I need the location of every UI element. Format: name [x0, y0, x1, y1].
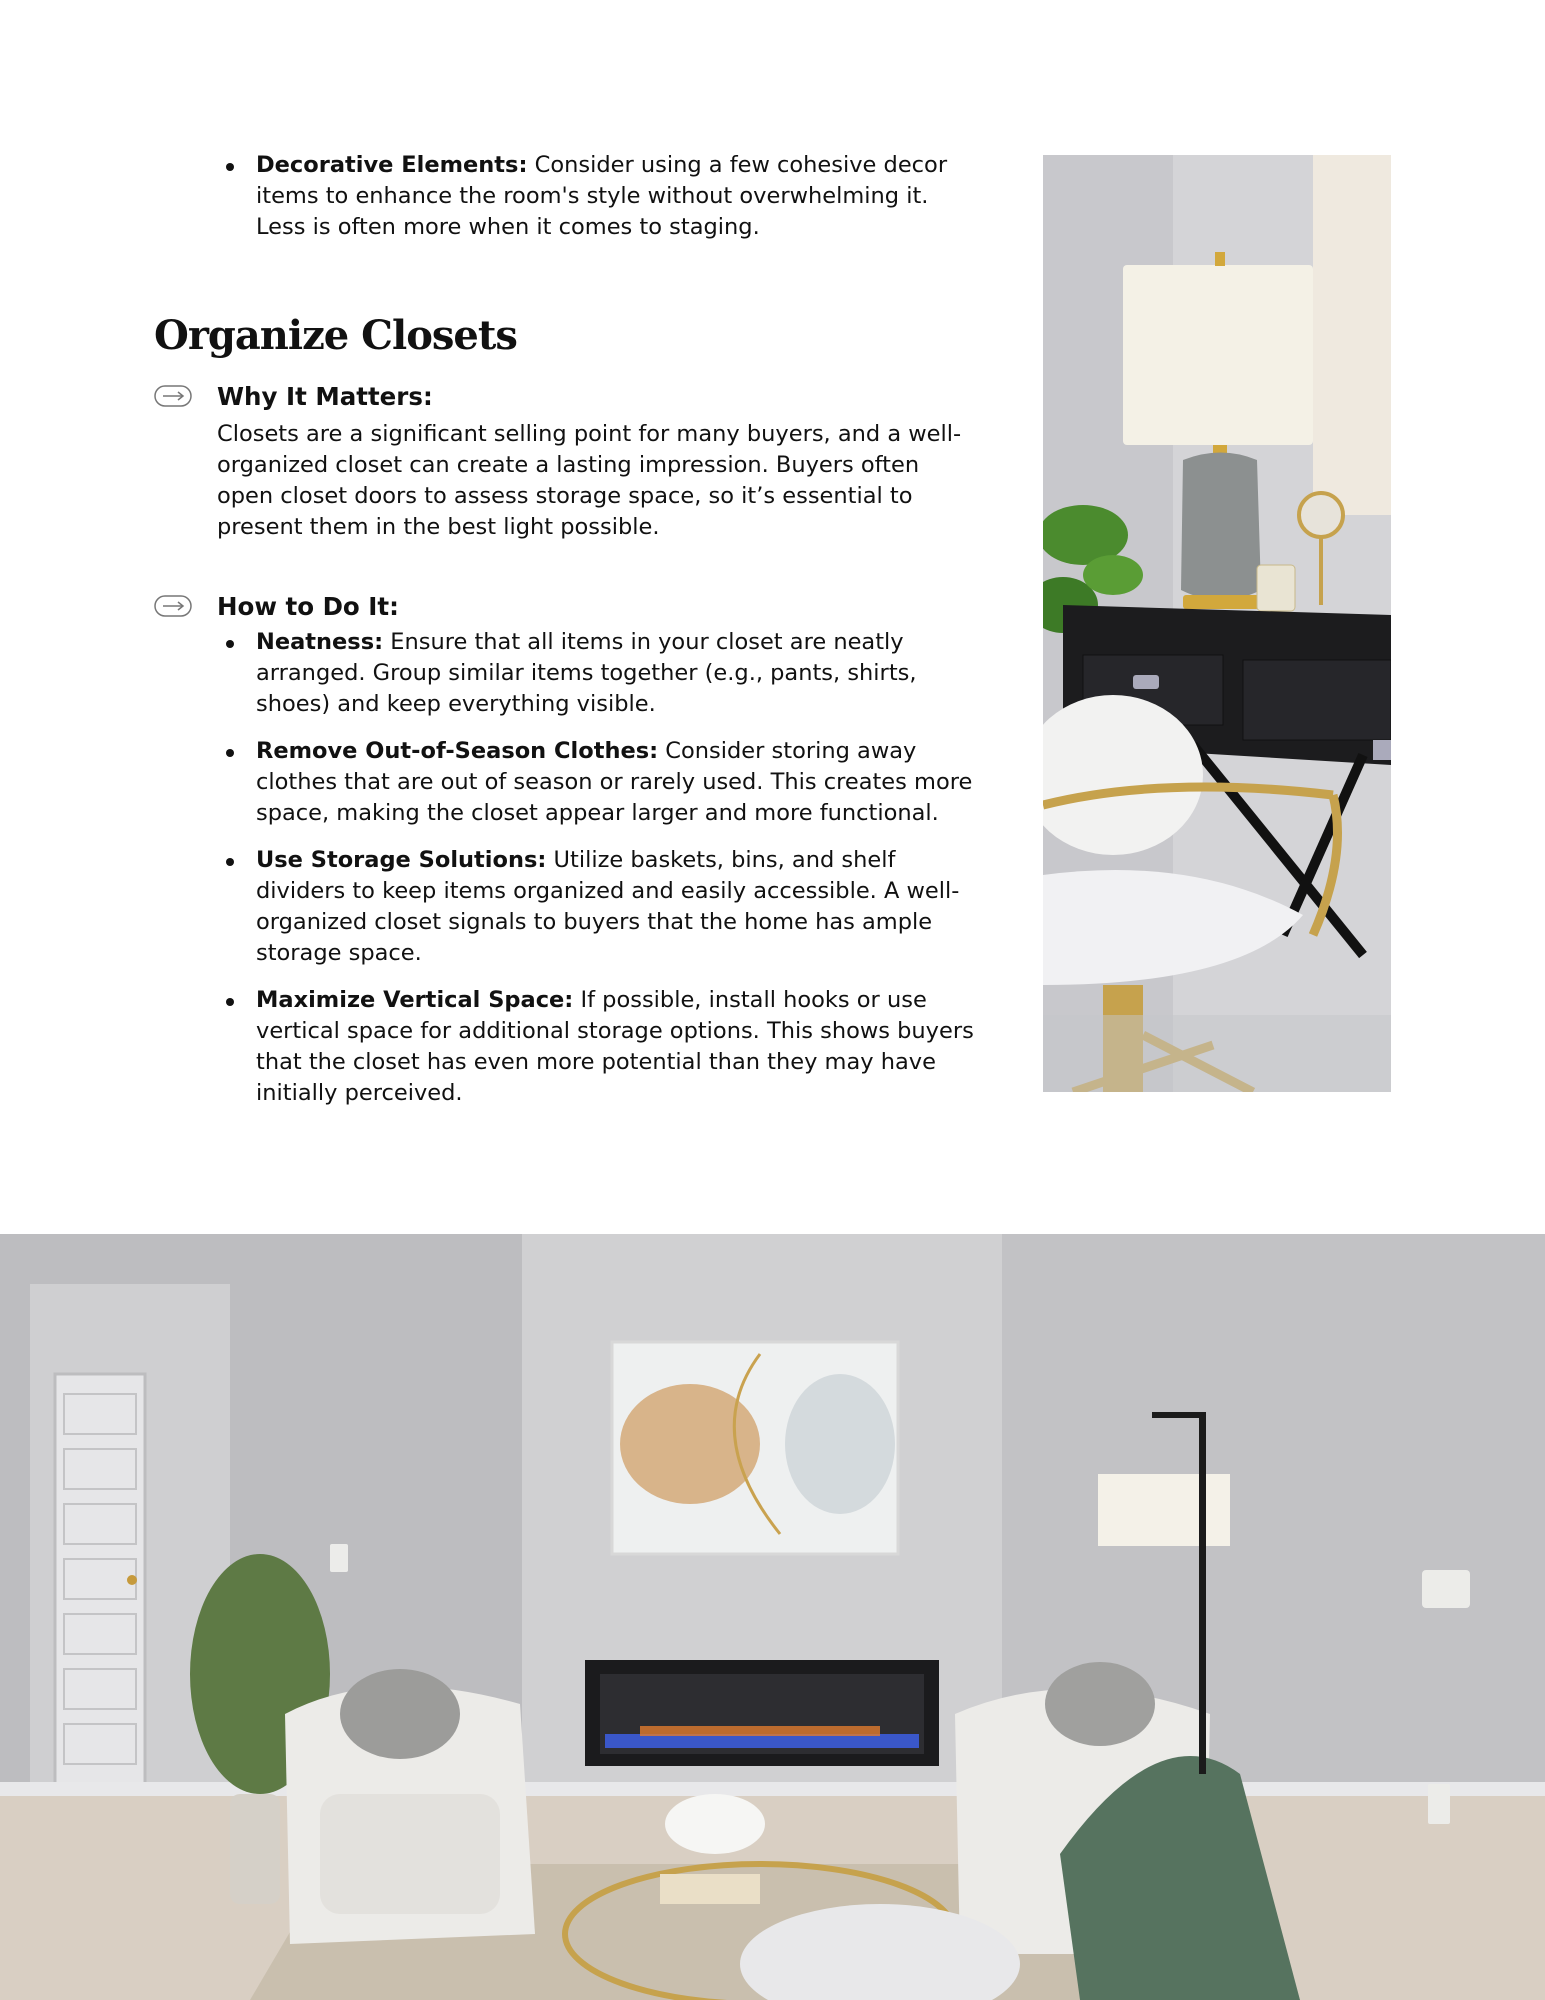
bullet-bold-label: Neatness:	[256, 629, 384, 655]
list-item	[154, 150, 974, 243]
section-heading: Organize Closets	[154, 312, 517, 359]
list-item	[154, 736, 974, 829]
how-bullet-list	[154, 627, 974, 1109]
subheading-why: Why It Matters:	[217, 382, 433, 411]
bullet-text: Consider storing away clothes that are out of season or rarely used. This creates more space, making the closet appear larger and more functional.	[256, 738, 973, 826]
why-it-matters-block	[154, 379, 974, 543]
arrow-right-pill-icon	[154, 595, 192, 617]
list-item	[154, 985, 974, 1109]
intro-bullet-list	[154, 150, 974, 243]
content-column	[154, 150, 974, 1125]
how-to-do-it-block	[154, 589, 974, 1109]
bullet-text: Consider using a few cohesive decor items to enhance the room's style without overwhelming it. Less is often more when it comes to staging.	[256, 152, 948, 240]
bullet-text: Ensure that all items in your closet are neatly arranged. Group similar items together (e.g., pants, shirts, shoes) and keep everything visible.	[256, 629, 917, 717]
living-room-photo	[0, 1234, 1545, 2000]
list-item	[154, 627, 974, 720]
subheading-how: How to Do It:	[217, 592, 399, 621]
bullet-bold-label: Decorative Elements:	[256, 152, 528, 178]
bullet-text: Utilize baskets, bins, and shelf dividers to keep items organized and easily accessible. A well-organized closet signals to buyers that the home has ample storage space.	[256, 847, 960, 966]
arrow-right-pill-icon	[154, 385, 192, 407]
bullet-text: If possible, install hooks or use vertical space for additional storage options. This shows buyers that the closet has even more potential than they may have initially perceived.	[256, 987, 974, 1106]
bullet-bold-label: Remove Out-of-Season Clothes:	[256, 738, 659, 764]
why-paragraph: Closets are a significant selling point for many buyers, and a well-organized closet can create a lasting impression. Buyers often open closet doors to assess storage space, so it’s essential to present them in the best light possible.	[217, 421, 962, 540]
list-item	[154, 845, 974, 969]
bullet-bold-label: Use Storage Solutions:	[256, 847, 547, 873]
desk-lamp-photo	[1043, 155, 1391, 1092]
bullet-bold-label: Maximize Vertical Space:	[256, 987, 574, 1013]
